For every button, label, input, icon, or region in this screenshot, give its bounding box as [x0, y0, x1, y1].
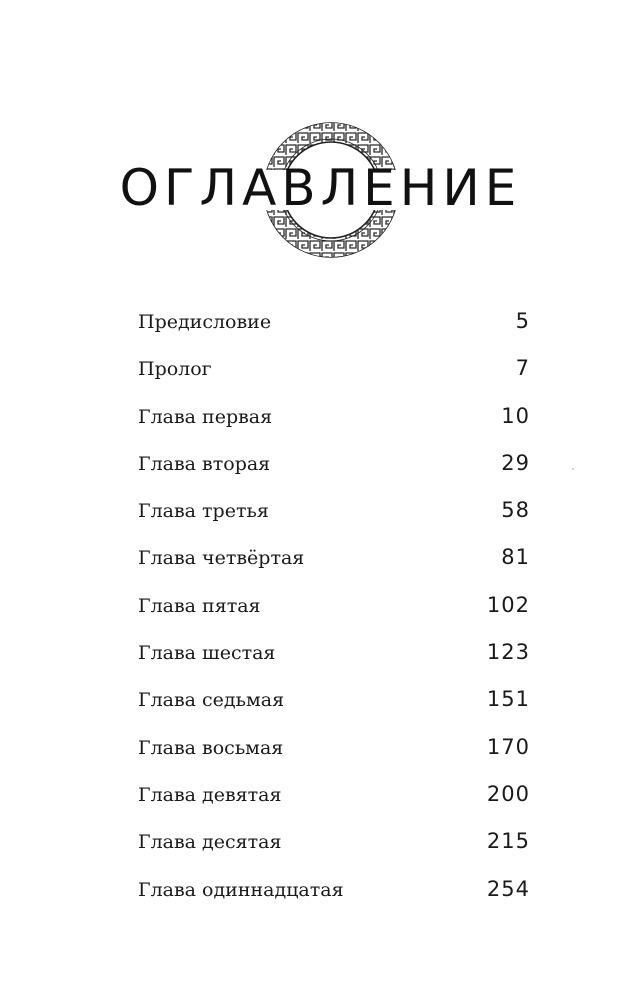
- toc-entry-title: Глава восьмая: [138, 736, 284, 759]
- page-title-text: ОГЛАВЛЕНИЕ: [119, 159, 522, 217]
- toc-entry-title: Глава вторая: [138, 452, 271, 475]
- toc-page-number: 81: [501, 545, 530, 570]
- toc-entry[interactable]: [138, 534, 530, 581]
- toc-entry[interactable]: [138, 582, 530, 629]
- toc-entry[interactable]: [138, 676, 530, 723]
- toc-page-number: 200: [486, 781, 530, 806]
- toc-page-number: 10: [501, 403, 530, 428]
- toc-entry[interactable]: [138, 629, 530, 676]
- toc-entry[interactable]: [138, 298, 530, 345]
- toc-entry-title: Глава четвёртая: [138, 547, 305, 570]
- toc-entry-title: Пролог: [138, 358, 212, 381]
- toc-entry-title: Предисловие: [138, 311, 272, 333]
- table-of-contents: [138, 298, 530, 913]
- toc-entry[interactable]: [138, 724, 530, 771]
- toc-entry[interactable]: [138, 818, 530, 865]
- toc-page-number: 254: [486, 876, 530, 901]
- toc-entry-title: Глава шестая: [138, 642, 276, 665]
- toc-entry[interactable]: [138, 440, 530, 487]
- toc-page-number: 151: [486, 687, 530, 712]
- toc-entry[interactable]: [138, 345, 530, 392]
- toc-entry-title: Глава пятая: [138, 594, 261, 617]
- paper-speck: [572, 468, 574, 470]
- toc-entry-title: Глава девятая: [138, 783, 282, 806]
- toc-page-number: 7: [515, 356, 530, 381]
- toc-page-number: 215: [486, 829, 530, 854]
- toc-page-number: 29: [501, 450, 530, 475]
- toc-entry[interactable]: [138, 393, 530, 440]
- toc-entry-title: Глава третья: [138, 500, 269, 523]
- toc-entry[interactable]: [138, 487, 530, 534]
- toc-entry-title: Глава седьмая: [138, 689, 285, 712]
- toc-entry-title: Глава одиннадцатая: [138, 878, 344, 901]
- toc-entry-title: Глава десятая: [138, 831, 282, 854]
- page-title: [0, 158, 641, 218]
- toc-page-number: 123: [486, 640, 530, 665]
- toc-page-number: 170: [486, 734, 530, 759]
- toc-entry[interactable]: [138, 771, 530, 818]
- toc-page-number: 5: [515, 309, 530, 333]
- toc-page-number: 102: [486, 592, 530, 617]
- toc-header: [0, 110, 641, 280]
- toc-page-number: 58: [501, 498, 530, 523]
- toc-entry[interactable]: [138, 866, 530, 913]
- toc-entry-title: Глава первая: [138, 405, 273, 428]
